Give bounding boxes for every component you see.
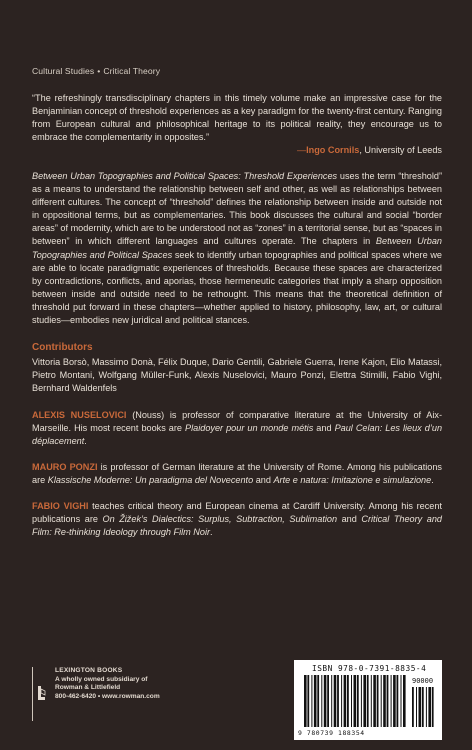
bio-text: and (313, 423, 335, 434)
bio-text: teaches critical theory and European cinema at Cardiff University. Among his recent publications are (32, 501, 442, 525)
bio-name: MAURO PONZI (32, 462, 98, 473)
bio-title: Critical Theory and Film: Re-thinking Ideology through Film Noir (32, 514, 442, 538)
bio-name: ALEXIS NUSELOVICI (32, 409, 127, 420)
description-title-1: Between Urban Topographies and Political Spaces: Threshold Experiences (32, 171, 338, 182)
bio-text: and (337, 514, 362, 525)
bio-title: On Žižek’s Dialectics: Surplus, Subtraction, Sublimation (102, 514, 338, 525)
contributors-list: Vittoria Borsò, Massimo Donà, Félix Duque, Dario Gentili, Gabriele Guerra, Irene Kajon, Elio Matassi, Pietro Montani, Wolfgang Müller-Funk, Alexis Nuselovici, Mauro Ponzi, Elettra Stimilli, Fabio Vighi, Bernhard Waldenfels (32, 356, 442, 393)
publisher-parent: Rowman & Littlefield (55, 684, 121, 692)
bio-nuselovici (32, 409, 442, 448)
publisher-text (55, 667, 160, 701)
endorser-name: Ingo Cornils (306, 145, 360, 156)
bio-text: . (84, 436, 87, 447)
series-label (32, 66, 160, 76)
endorsement-attribution (32, 144, 442, 157)
series-separator: • (97, 66, 101, 76)
publisher-contact: 800-462-6420 • www.rowman.com (55, 692, 160, 700)
series-right: Critical Theory (103, 66, 161, 76)
publisher-name: LEXINGTON BOOKS (55, 667, 123, 674)
bio-text: and (253, 475, 274, 486)
bio-text: (Nouss) is professor of comparative literature at the University of Aix-Marseille. His most recent books are (32, 409, 443, 434)
barcode-panel (294, 660, 442, 740)
bio-vighi (32, 500, 442, 539)
description-part-1: uses the term “threshold” as a means to understand the relationship between self and other, as well as relationships between different cultures. The concept of “threshold” defines the relationship between inside and outside not in oppositional terms, but as complementaries. This book discusses the cultural and social “border areas” of modernity, which are to be understood not as “zones” in a territorial sense, but as “spaces in between” in which different languages and cultures operate. The chapters in (32, 171, 442, 247)
endorser-affiliation: , University of Leeds (359, 145, 442, 156)
publisher-imprint (32, 667, 160, 721)
bio-ponzi (32, 461, 442, 487)
attribution-dash: — (296, 145, 307, 156)
bio-text: . (210, 527, 213, 538)
description-title-2: Between Urban Topographies and Political Spaces (32, 236, 442, 260)
bio-title: Arte e natura: Imitazione e simulazione (273, 475, 432, 486)
book-description (32, 170, 442, 327)
bio-title: Klassische Moderne: Un paradigma del Novecento (47, 475, 254, 486)
bio-title: Paul Celan: Les lieux d’un déplacement (32, 423, 443, 447)
description-part-2: seek to identify urban topographies and political spaces where we are able to locate paradigmatic experiences of thresholds. Because these spaces are characterized by contradictions, conflicts, and aporias, those hermeneutic categories that imply a sharp opposition between inside and outside need to be rethought. This means that the theoretical definition of threshold put forward in these chapters—whether applied to history, philosophy, law, art, or cultural studies—embodies new juridical and political stances. (32, 249, 443, 325)
publisher-logo-icon (33, 667, 49, 721)
publisher-subsidiary: A wholly owned subsidiary of (55, 675, 148, 683)
bio-text: is professor of German literature at the University of Rome. Among his publications are (32, 462, 442, 486)
endorsement-quote: “The refreshingly transdisciplinary chapters in this timely volume make an impressive case for the Benjaminian concept of threshold experiences as a key paradigm for the twenty-first century. Ranging from European cultural and philosophical heritage to its political reality, they encourage us to embrace the complementarity in opposites.” (32, 93, 442, 143)
bio-title: Plaidoyer pour un monde métis (185, 423, 314, 434)
barcode-bars (304, 675, 408, 727)
series-left: Cultural Studies (32, 66, 95, 76)
main-text (32, 92, 442, 552)
contributors-heading: Contributors (32, 341, 93, 353)
price-barcode-bars (412, 687, 436, 727)
bio-text: . (431, 475, 434, 486)
barcode-digits: 9 780739 188354 (298, 729, 365, 737)
price-code: 90000 (412, 677, 434, 685)
bio-name: FABIO VIGHI (32, 501, 89, 512)
isbn-text: ISBN 978-0-7391-8835-4 (312, 664, 427, 673)
